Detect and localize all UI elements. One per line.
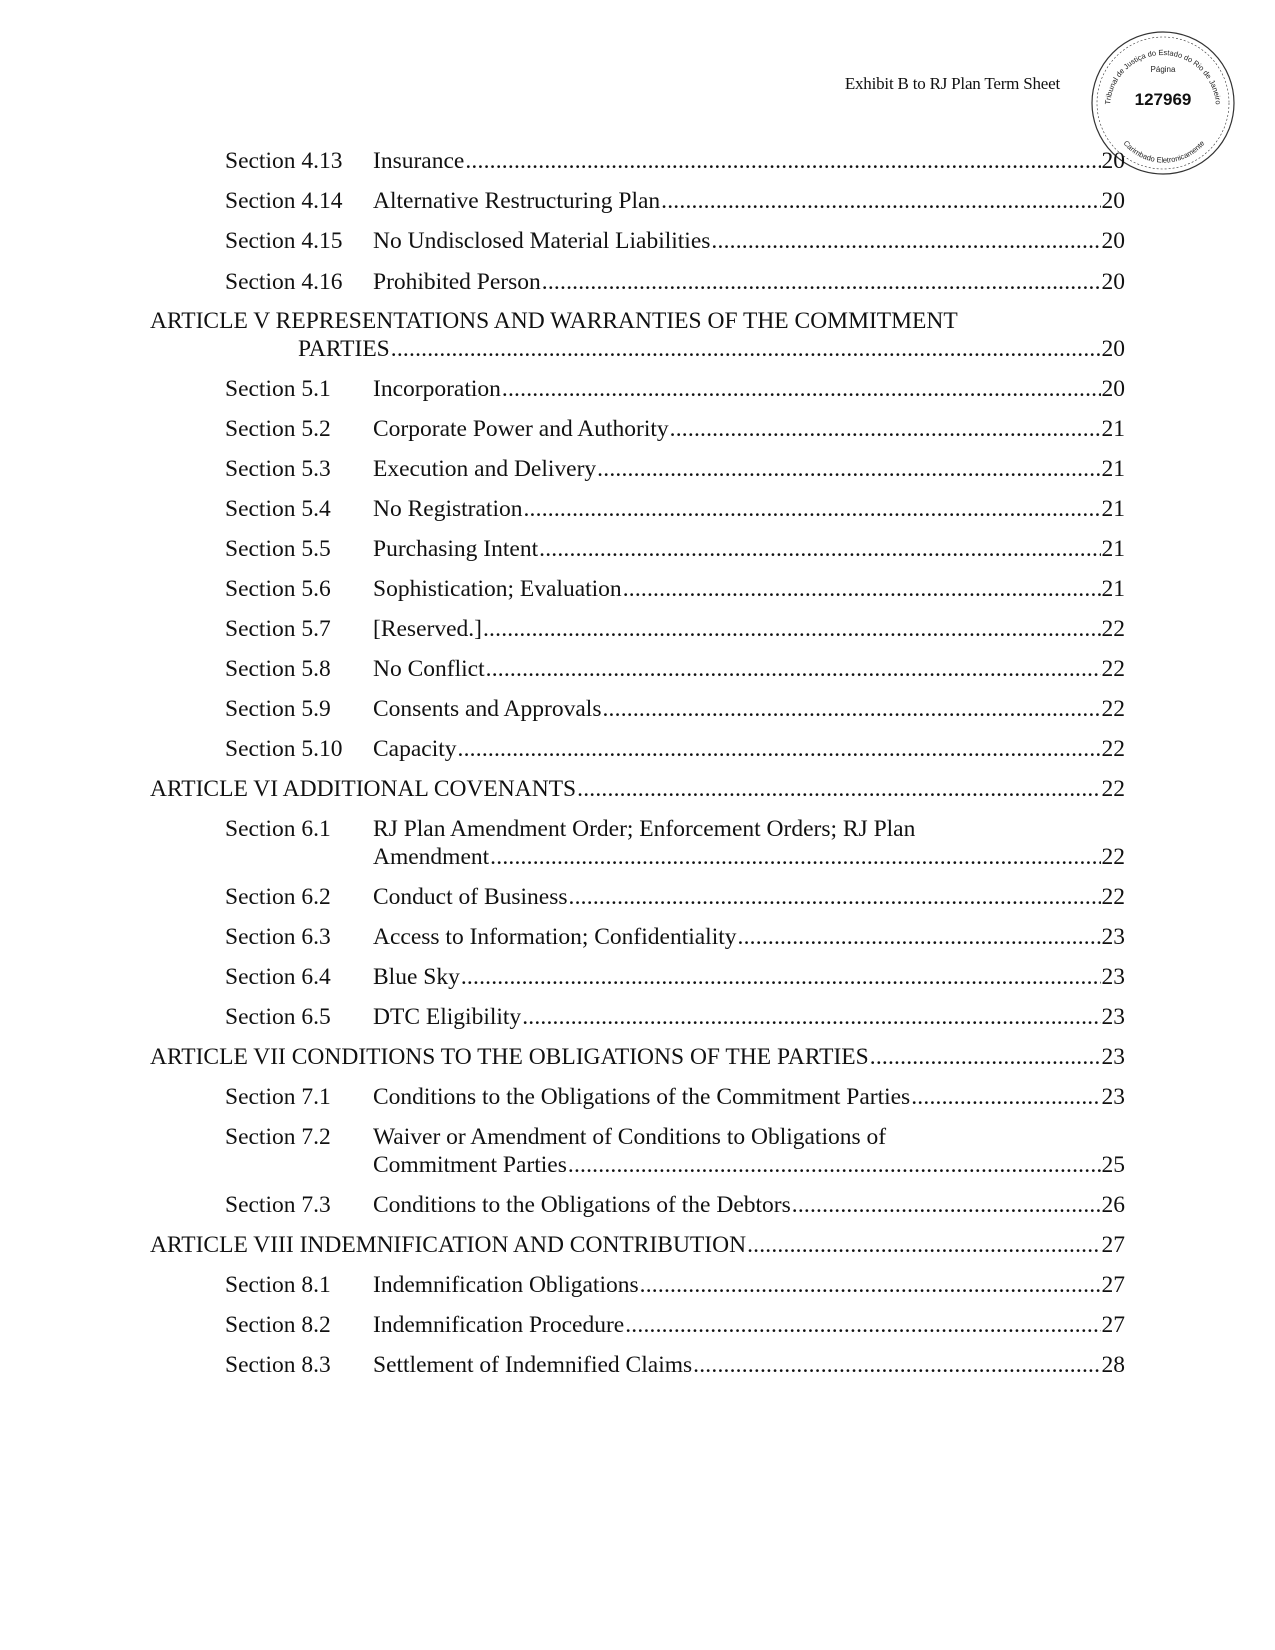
page-number: 23 [1101, 1084, 1125, 1110]
stamp-label: Página [1150, 65, 1176, 74]
page-number: 20 [1101, 228, 1125, 254]
page-number: 23 [1101, 964, 1125, 990]
dot-leader [640, 1270, 1101, 1300]
page-number: 28 [1101, 1352, 1125, 1378]
dot-leader [391, 334, 1101, 364]
page-number: 22 [1101, 656, 1125, 682]
section-number: Section 8.3 [225, 1352, 331, 1378]
section-number: Section 5.2 [225, 416, 331, 442]
stamp-ring-text: Tribunal de Justiça do Estado do Rio de Janeiro [1103, 47, 1223, 105]
section-number: Section 4.16 [225, 269, 343, 295]
section-title: No Registration [373, 496, 523, 522]
page-number: 23 [1101, 1004, 1125, 1030]
section-number: Section 5.7 [225, 616, 331, 642]
dot-leader [661, 186, 1100, 216]
section-number: Section 4.13 [225, 148, 343, 174]
page-number: 27 [1101, 1232, 1125, 1258]
section-title: Indemnification Obligations [373, 1272, 639, 1298]
toc-entry-line-continued [373, 842, 1125, 872]
dot-leader [577, 774, 1100, 804]
section-number: Section 6.4 [225, 964, 331, 990]
toc-entry-line [373, 534, 1125, 564]
section-number: Section 8.2 [225, 1312, 331, 1338]
section-number: Section 7.1 [225, 1084, 331, 1110]
dot-leader [792, 1190, 1101, 1220]
page-number: 22 [1101, 616, 1125, 642]
page-number: 23 [1101, 924, 1125, 950]
section-title: Settlement of Indemnified Claims [373, 1352, 693, 1378]
dot-leader [747, 1230, 1100, 1260]
toc-entry-line [373, 922, 1125, 952]
toc-entry-line [373, 1190, 1125, 1220]
dot-leader [461, 962, 1101, 992]
page-number: 22 [1101, 844, 1125, 870]
toc-entry-line [373, 694, 1125, 724]
section-number: Section 5.5 [225, 536, 331, 562]
section-title: Incorporation [373, 376, 501, 402]
section-title: Consents and Approvals [373, 696, 602, 722]
toc-article-v-continued[interactable] [298, 334, 1125, 364]
section-title-line1: RJ Plan Amendment Order; Enforcement Orders; RJ Plan [373, 816, 916, 842]
section-number: Section 6.2 [225, 884, 331, 910]
dot-leader [502, 374, 1101, 404]
toc-entry-line [373, 226, 1125, 256]
section-title: Alternative Restructuring Plan [373, 188, 661, 214]
dot-leader [623, 574, 1101, 604]
toc-article-v[interactable] [150, 306, 1125, 336]
dot-leader [542, 267, 1101, 297]
page-number: 20 [1101, 188, 1125, 214]
dot-leader [486, 654, 1101, 684]
section-title: Access to Information; Confidentiality [373, 924, 737, 950]
dot-leader [711, 226, 1100, 256]
dot-leader [490, 842, 1100, 872]
section-title: Conditions to the Obligations of the Commitment Parties [373, 1084, 911, 1110]
section-number: Section 5.3 [225, 456, 331, 482]
toc-entry-line [373, 1310, 1125, 1340]
dot-leader [911, 1082, 1100, 1112]
page-number: 20 [1101, 336, 1125, 362]
section-title: [Reserved.] [373, 616, 482, 642]
section-title: Execution and Delivery [373, 456, 597, 482]
toc-entry-line [373, 146, 1125, 176]
section-title: Conduct of Business [373, 884, 568, 910]
toc-entry-line [373, 494, 1125, 524]
page-number: 27 [1101, 1312, 1125, 1338]
dot-leader [569, 882, 1101, 912]
page-number: 26 [1101, 1192, 1125, 1218]
section-number: Section 5.10 [225, 736, 343, 762]
toc-entry-line [373, 882, 1125, 912]
toc-entry-line [373, 186, 1125, 216]
dot-leader [597, 454, 1100, 484]
dot-leader [870, 1042, 1101, 1072]
toc-entry-line [373, 1122, 1125, 1152]
toc-entry-line [373, 574, 1125, 604]
page-number: 22 [1101, 884, 1125, 910]
section-number: Section 5.4 [225, 496, 331, 522]
page-number: 21 [1101, 456, 1125, 482]
section-number: Section 5.6 [225, 576, 331, 602]
article-title: ARTICLE VIII INDEMNIFICATION AND CONTRIBUTION [150, 1232, 747, 1258]
section-number: Section 7.2 [225, 1124, 331, 1150]
page-number: 23 [1101, 1044, 1125, 1070]
page-number: 21 [1101, 536, 1125, 562]
dot-leader [458, 734, 1101, 764]
section-number: Section 5.1 [225, 376, 331, 402]
toc-entry-line [373, 614, 1125, 644]
toc-entry-line [373, 962, 1125, 992]
section-number: Section 8.1 [225, 1272, 331, 1298]
section-number: Section 6.1 [225, 816, 331, 842]
stamp-bottom-text: Carimbado Eletronicamente [1121, 138, 1207, 165]
section-number: Section 7.3 [225, 1192, 331, 1218]
section-number: Section 6.3 [225, 924, 331, 950]
toc-entry-line [373, 1270, 1125, 1300]
page-number: 27 [1101, 1272, 1125, 1298]
dot-leader [568, 1150, 1101, 1180]
section-title: No Conflict [373, 656, 485, 682]
toc-entry-line [373, 1002, 1125, 1032]
section-title: Conditions to the Obligations of the Debtors [373, 1192, 791, 1218]
dot-leader [693, 1350, 1100, 1380]
toc-entry-line [373, 654, 1125, 684]
section-title-line2: Commitment Parties [373, 1152, 567, 1178]
section-title-line1: Waiver or Amendment of Conditions to Obligations of [373, 1124, 887, 1150]
page-number: 21 [1101, 496, 1125, 522]
section-title: Corporate Power and Authority [373, 416, 669, 442]
article-title-line1: ARTICLE V REPRESENTATIONS AND WARRANTIES OF THE COMMITMENT [150, 308, 958, 334]
dot-leader [670, 414, 1101, 444]
dot-leader [539, 534, 1100, 564]
page-number: 20 [1101, 376, 1125, 402]
toc-entry-line [373, 267, 1125, 297]
section-number: Section 5.9 [225, 696, 331, 722]
dot-leader [522, 1002, 1100, 1032]
toc-entry-line [373, 1082, 1125, 1112]
section-title-line2: Amendment [373, 844, 490, 870]
section-number: Section 6.5 [225, 1004, 331, 1030]
page-number: 22 [1101, 776, 1125, 802]
section-title: Purchasing Intent [373, 536, 539, 562]
article-title: ARTICLE VI ADDITIONAL COVENANTS [150, 776, 577, 802]
dot-leader [465, 146, 1100, 176]
page-number: 21 [1101, 416, 1125, 442]
page-number: 20 [1101, 148, 1125, 174]
section-number: Section 4.15 [225, 228, 343, 254]
section-title: DTC Eligibility [373, 1004, 522, 1030]
toc-entry-line [373, 454, 1125, 484]
dot-leader [738, 922, 1101, 952]
article-title: ARTICLE VII CONDITIONS TO THE OBLIGATIONS OF THE PARTIES [150, 1044, 869, 1070]
article-title-line2: PARTIES [298, 336, 390, 362]
section-title: Sophistication; Evaluation [373, 576, 622, 602]
toc-article-vii[interactable] [150, 1042, 1125, 1072]
dot-leader [625, 1310, 1100, 1340]
page-number: 22 [1101, 736, 1125, 762]
toc-entry-line-continued [373, 1150, 1125, 1180]
toc-article-viii[interactable] [150, 1230, 1125, 1260]
section-title: Blue Sky [373, 964, 460, 990]
section-number: Section 5.8 [225, 656, 331, 682]
page-number: 22 [1101, 696, 1125, 722]
section-title: Prohibited Person [373, 269, 541, 295]
dot-leader [602, 694, 1100, 724]
page-number: 20 [1101, 269, 1125, 295]
section-title: No Undisclosed Material Liabilities [373, 228, 711, 254]
dot-leader [523, 494, 1100, 524]
stamp-number: 127969 [1134, 90, 1192, 109]
page-number: 25 [1101, 1152, 1125, 1178]
section-title: Indemnification Procedure [373, 1312, 625, 1338]
section-number: Section 4.14 [225, 188, 343, 214]
toc-entry-line [373, 414, 1125, 444]
page-header: Exhibit B to RJ Plan Term Sheet [844, 74, 1060, 93]
toc-entry-line [373, 374, 1125, 404]
section-title: Insurance [373, 148, 465, 174]
dot-leader [483, 614, 1101, 644]
toc-entry-line [373, 734, 1125, 764]
section-title: Capacity [373, 736, 457, 762]
toc-article-vi[interactable] [150, 774, 1125, 804]
toc-entry-line [373, 814, 1125, 844]
page-number: 21 [1101, 576, 1125, 602]
toc-entry-line [373, 1350, 1125, 1380]
